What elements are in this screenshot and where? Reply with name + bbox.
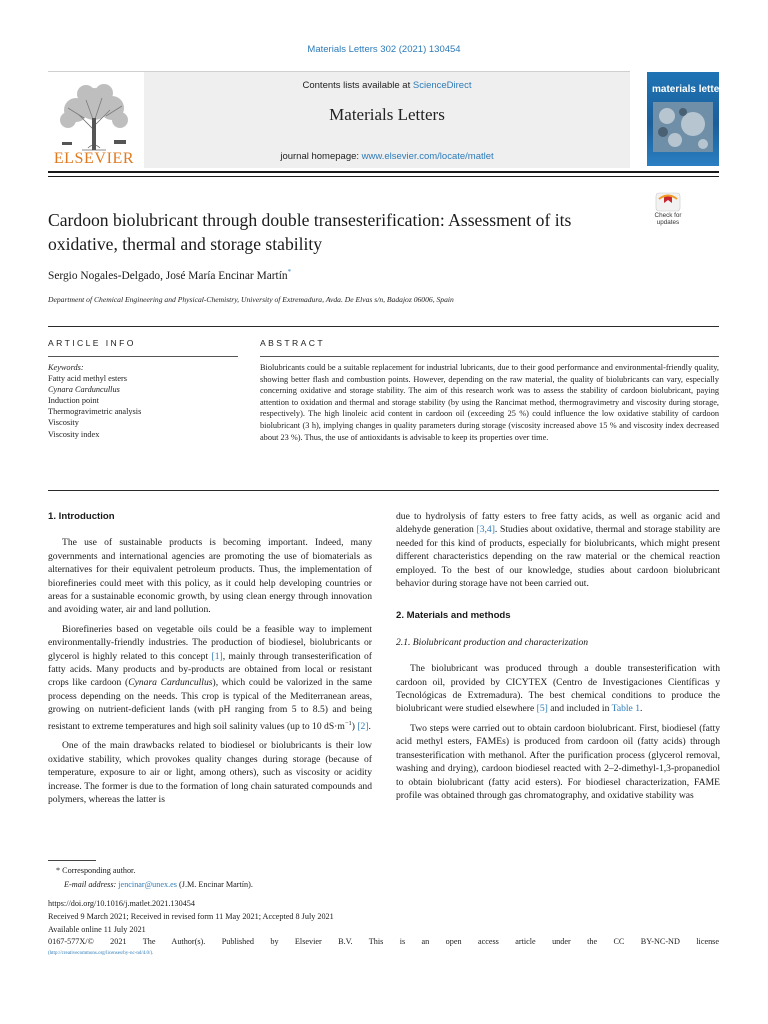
journal-citation[interactable]: Materials Letters 302 (2021) 130454 [307,44,461,55]
abstract-rule [260,356,719,357]
contents-line: Contents lists available at ScienceDirect [302,80,472,91]
masthead-rule-lower [48,176,719,177]
email-footnote: E-mail address: jencinar@unex.es (J.M. Encinar Martín). [64,880,253,889]
masthead-rule-upper [48,171,719,173]
author-affiliation: Department of Chemical Engineering and Physical-Chemistry, University of Extremadura, Avda. De Elvas s/n, Badajoz 06006, Spain [48,295,454,304]
corresponding-footnote: * Corresponding author. [56,866,136,875]
article-title: Cardoon biolubricant through double transesterification: Assessment of its oxidative, thermal and storage stability [48,210,572,254]
license-statement: 0167-577X/© 2021 The Author(s). Published by Elsevier B.V. This is an open access article under the CC BY-NC-ND license [48,937,719,946]
keywords-list [48,362,238,440]
article-info-heading: ARTICLE INFO [48,338,136,348]
author-1: Sergio Nogales-Delgado [48,269,161,282]
reference-link[interactable]: [2] [357,720,369,732]
cover-title: materials letters [652,84,729,95]
intro-paragraph-3: One of the main drawbacks related to biodiesel or biolubricants is their low oxidative stability, which provokes quality changes during storage (because of temperature, exposure to air or light, among others), such as viscosity or acidity increase. The former is due to the formation of long chain saturated compounds and polymers, whereas the latter is [48,740,372,805]
body-column-right [396,510,720,808]
keyword-item: Fatty acid methyl esters [48,374,128,384]
abstract-bottom-rule [48,490,719,491]
table-link[interactable]: Table 1 [611,703,640,715]
body-column-left [48,510,372,812]
keyword-item: Viscosity [48,418,79,428]
section-heading-methods: 2. Materials and methods [396,610,511,622]
keyword-item: Cynara Carduncullus [48,385,120,395]
crossmark-label[interactable]: Check for updates [654,212,682,226]
available-online: Available online 11 July 2021 [48,925,146,934]
keyword-item: Viscosity index [48,429,100,439]
journal-cover-thumbnail[interactable] [647,72,729,166]
author-list: Sergio Nogales-Delgado, José María Encinar Martín* [48,268,292,282]
article-info-rule [48,356,238,357]
reference-link[interactable]: [5] [536,703,548,715]
subsection-heading: 2.1. Biolubricant production and characterization [396,636,589,648]
received-dates: Received 9 March 2021; Received in revised form 11 May 2021; Accepted 8 July 2021 [48,912,334,921]
intro-paragraph-1: The use of sustainable products is becoming important. Indeed, many governments and international agencies are promoting the use of biomaterials as alternatives for their equivalent petroleum products. Thus, the implementation of biorefineries could meet with this policy, as it could help developing countries or areas for a sustainable economic growth, by using clean energy through innovation and avoiding water, air and land pollution. [48,537,372,616]
cover-image [653,102,713,152]
journal-title: Materials Letters [329,105,445,124]
reference-link[interactable]: [1] [211,650,223,662]
methods-paragraph-2: Two steps were carried out to obtain cardoon biolubricant. First, biodiesel (fatty acid methyl esters, FAMEs) is produced from cardoon oil (fatty acids) through transesterification with methanol. After the purification process (glycerol removal, washing and drying), cardoon biodiesel reacted with 2–2-dimethyl-1,3-propanediol to obtain biolubricant (fatty acid esters). For biodiesel characterization, FAME profile was obtained through gas chromatography, and oxidative stability was [396,722,720,801]
section-heading-introduction: 1. Introduction [48,511,115,522]
abstract-text: Biolubricants could be a suitable replacement for industrial lubricants, due to their good performance and environmental-friendly quality, showing better flash and combustion points. However, depending on the raw material, the quality of biolubricants can vary, especially concerning oxidative and storage stability. The aim of this research work was to assess the stability of cardoon biolubricant, paying attention to oxidation and thermal and storage stability (by using the Rancimat method, thermogravimetry and viscosity during storage, respectively). The high linoleic acid content in cardoon oil (exceeding 25 %) could influence the low oxidative stability of cardoon biolubricant (3 h), implying changes in quality parameters during storage (viscosity increased above 15 % and viscosity index decreased about 23 %). Thus, the use of antioxidants is advisable to keep its properties over time. [260,363,719,442]
author-2: José María Encinar Martín [165,269,288,282]
keyword-item: Thermogravimetric analysis [48,407,142,417]
info-top-rule [48,326,719,327]
footnote-rule [48,860,96,861]
methods-paragraph-1: The biolubricant was produced through a double transesterification with cardoon oil, provided by CICYTEX (Centro de Investigaciones Científicas y Tecnológicas de Extremadura). The best chemical conditions to produce the biolubricant were studied elsewhere [5] and included in Table 1. [396,663,720,715]
journal-homepage-line: journal homepage: www.elsevier.com/locate/matlet [280,151,494,162]
reference-link[interactable]: [3,4] [476,524,495,536]
journal-homepage-link[interactable]: www.elsevier.com/locate/matlet [361,151,494,162]
corresponding-author-mark[interactable]: * [287,268,292,276]
intro-paragraph-3-continued: due to hydrolysis of fatty esters to free fatty acids, as well as organic acid and aldehyde generation [3,4]. Studies about oxidative, thermal and storage stability are needed for this kind of products, especially for biolubricants, which might present different characteristics depending on the raw material or the chemical reaction employed. To the best of our knowledge, studies about cardoon biolubricant behavior during storage have not been carried out. [396,511,721,590]
abstract-heading: ABSTRACT [260,338,326,348]
masthead-panel [144,72,630,168]
license-url-link[interactable]: (http://creativecommons.org/licenses/by-nc-nd/4.0/). [48,951,154,956]
doi-link[interactable]: https://doi.org/10.1016/j.matlet.2021.130454 [48,899,195,908]
publisher-wordmark: ELSEVIER [53,150,135,167]
sciencedirect-link[interactable]: ScienceDirect [412,80,472,91]
keyword-item: Induction point [48,396,99,406]
intro-paragraph-2: Biorefineries based on vegetable oils could be a feasible way to implement environmentally-friendly industries. The production of biodiesel, biolubricants or glycerol is highly related to this concept [1], mainly through transesterification of fatty acids. Many products and by-products are obtained from local or resistant crops like cardoon (Cynara Carduncullus), which could be valorized in the same process depending on the needs. This crop is typical of the Mediterranean areas, growing on nutrient-deficient lands (with pH ranging from 5 to 8.5) and being resistant to extreme temperatures and high soil salinity values (up to 10 $dS\cdot m^{-1}$) [2]. [48,623,372,732]
email-link[interactable]: jencinar@unex.es [118,880,177,889]
keywords-label: Keywords: [48,363,84,372]
